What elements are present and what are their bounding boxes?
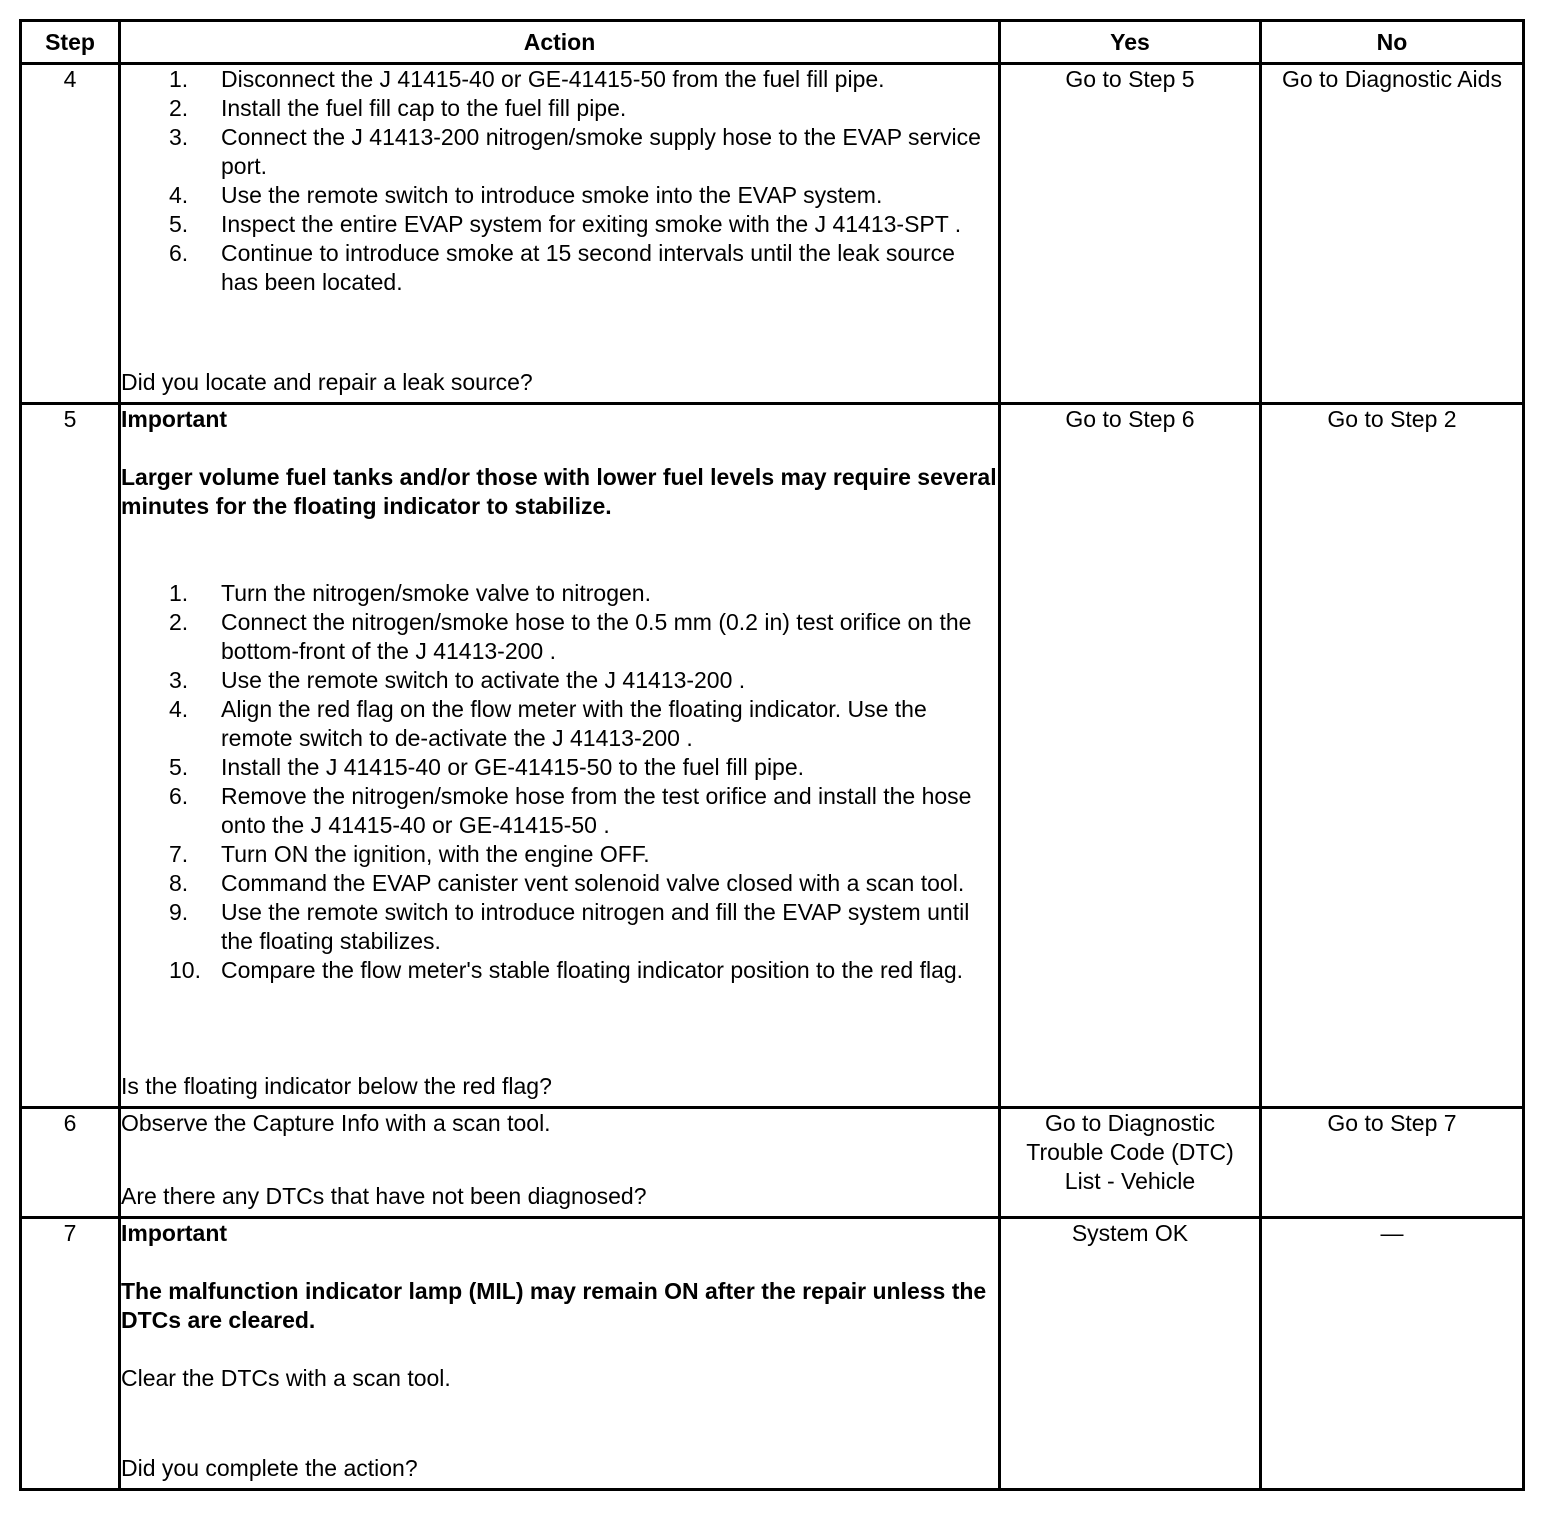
important-title: Important	[121, 1220, 228, 1246]
list-item-text: Connect the J 41413-200 nitrogen/smoke supply hose to the EVAP service port.	[221, 124, 981, 179]
list-item-number: 6.	[169, 240, 189, 266]
list-item	[121, 695, 998, 753]
step-number: 5	[21, 404, 120, 1108]
list-item-text: Disconnect the J 41415-40 or GE-41415-50 from the fuel fill pipe.	[221, 66, 885, 92]
step-question: Is the floating indicator below the red flag?	[121, 1073, 552, 1099]
diagnostic-table	[19, 19, 1525, 1491]
list-item-text: Compare the flow meter's stable floating indicator position to the red flag.	[221, 957, 964, 983]
list-item-text: Turn the nitrogen/smoke valve to nitrogen.	[221, 580, 651, 606]
yes-result: System OK	[1000, 1218, 1261, 1490]
table-row	[21, 404, 1524, 1108]
list-item-number: 1.	[169, 66, 189, 92]
header-step: Step	[21, 21, 120, 64]
no-result: Go to Step 2	[1261, 404, 1524, 1108]
yes-result: Go to Step 6	[1000, 404, 1261, 1108]
list-item-number: 4.	[169, 182, 189, 208]
list-item	[121, 753, 998, 782]
list-item-text: Remove the nitrogen/smoke hose from the test orifice and install the hose onto the J 41415-40 or GE-41415-50 .	[221, 783, 972, 838]
list-item-number: 5.	[169, 754, 189, 780]
yes-result: Go to Step 5	[1000, 64, 1261, 404]
list-item	[121, 181, 998, 210]
no-result: Go to Diagnostic Aids	[1261, 64, 1524, 404]
step-question: Did you locate and repair a leak source?	[121, 369, 533, 395]
step-question: Are there any DTCs that have not been diagnosed?	[121, 1183, 647, 1209]
list-item-text: Install the J 41415-40 or GE-41415-50 to the fuel fill pipe.	[221, 754, 805, 780]
list-item	[121, 666, 998, 695]
list-item-text: Command the EVAP canister vent solenoid valve closed with a scan tool.	[221, 870, 965, 896]
header-row	[21, 21, 1524, 64]
list-item-text: Install the fuel fill cap to the fuel fill pipe.	[221, 95, 627, 121]
table-row	[21, 1108, 1524, 1218]
list-item-number: 1.	[169, 580, 189, 606]
table-row	[21, 1218, 1524, 1490]
list-item-text: Inspect the entire EVAP system for exiting smoke with the J 41413-SPT .	[221, 211, 962, 237]
list-item	[121, 782, 998, 840]
header-yes: Yes	[1000, 21, 1261, 64]
important-note: Larger volume fuel tanks and/or those with lower fuel levels may require several minutes for the floating indicator to stabilize.	[121, 464, 997, 519]
list-item-number: 3.	[169, 667, 189, 693]
list-item-text: Continue to introduce smoke at 15 second intervals until the leak source has been located.	[221, 240, 955, 295]
step-number: 4	[21, 64, 120, 404]
list-item	[121, 898, 998, 956]
list-item-number: 8.	[169, 870, 189, 896]
step-instruction: Observe the Capture Info with a scan tool.	[121, 1110, 551, 1136]
step-number: 6	[21, 1108, 120, 1218]
list-item-number: 2.	[169, 95, 189, 121]
step-instruction: Clear the DTCs with a scan tool.	[121, 1365, 451, 1391]
action-cell	[120, 1218, 1000, 1490]
list-item-number: 4.	[169, 696, 189, 722]
step-number: 7	[21, 1218, 120, 1490]
list-item	[121, 65, 998, 94]
list-item	[121, 956, 998, 985]
list-item-number: 10.	[169, 957, 201, 983]
list-item	[121, 840, 998, 869]
no-result: —	[1261, 1218, 1524, 1490]
list-item-number: 9.	[169, 899, 189, 925]
list-item	[121, 608, 998, 666]
list-item-number: 7.	[169, 841, 189, 867]
list-item-text: Connect the nitrogen/smoke hose to the 0.5 mm (0.2 in) test orifice on the bottom-front of the J 41413-200 .	[221, 609, 972, 664]
procedure-list	[121, 579, 998, 985]
list-item	[121, 210, 998, 239]
list-item	[121, 869, 998, 898]
action-cell	[120, 64, 1000, 404]
important-note: The malfunction indicator lamp (MIL) may remain ON after the repair unless the DTCs are cleared.	[121, 1278, 987, 1333]
list-item	[121, 239, 998, 297]
step-question: Did you complete the action?	[121, 1455, 418, 1481]
header-action: Action	[120, 21, 1000, 64]
list-item	[121, 94, 998, 123]
list-item-text: Turn ON the ignition, with the engine OFF.	[221, 841, 650, 867]
list-item-text: Use the remote switch to introduce nitrogen and fill the EVAP system until the floating stabilizes.	[221, 899, 970, 954]
list-item-text: Align the red flag on the flow meter with the floating indicator. Use the remote switch to de-activate the J 41413-200 .	[221, 696, 927, 751]
list-item-number: 2.	[169, 609, 189, 635]
table-row	[21, 64, 1524, 404]
list-item-number: 5.	[169, 211, 189, 237]
action-cell	[120, 404, 1000, 1108]
list-item-text: Use the remote switch to introduce smoke into the EVAP system.	[221, 182, 883, 208]
header-no: No	[1261, 21, 1524, 64]
action-cell	[120, 1108, 1000, 1218]
no-result: Go to Step 7	[1261, 1108, 1524, 1218]
important-title: Important	[121, 406, 228, 432]
list-item-number: 6.	[169, 783, 189, 809]
procedure-list	[121, 65, 998, 297]
list-item-number: 3.	[169, 124, 189, 150]
list-item	[121, 579, 998, 608]
list-item-text: Use the remote switch to activate the J 41413-200 .	[221, 667, 746, 693]
list-item	[121, 123, 998, 181]
yes-result: Go to Diagnostic Trouble Code (DTC) List - Vehicle	[1000, 1108, 1261, 1218]
